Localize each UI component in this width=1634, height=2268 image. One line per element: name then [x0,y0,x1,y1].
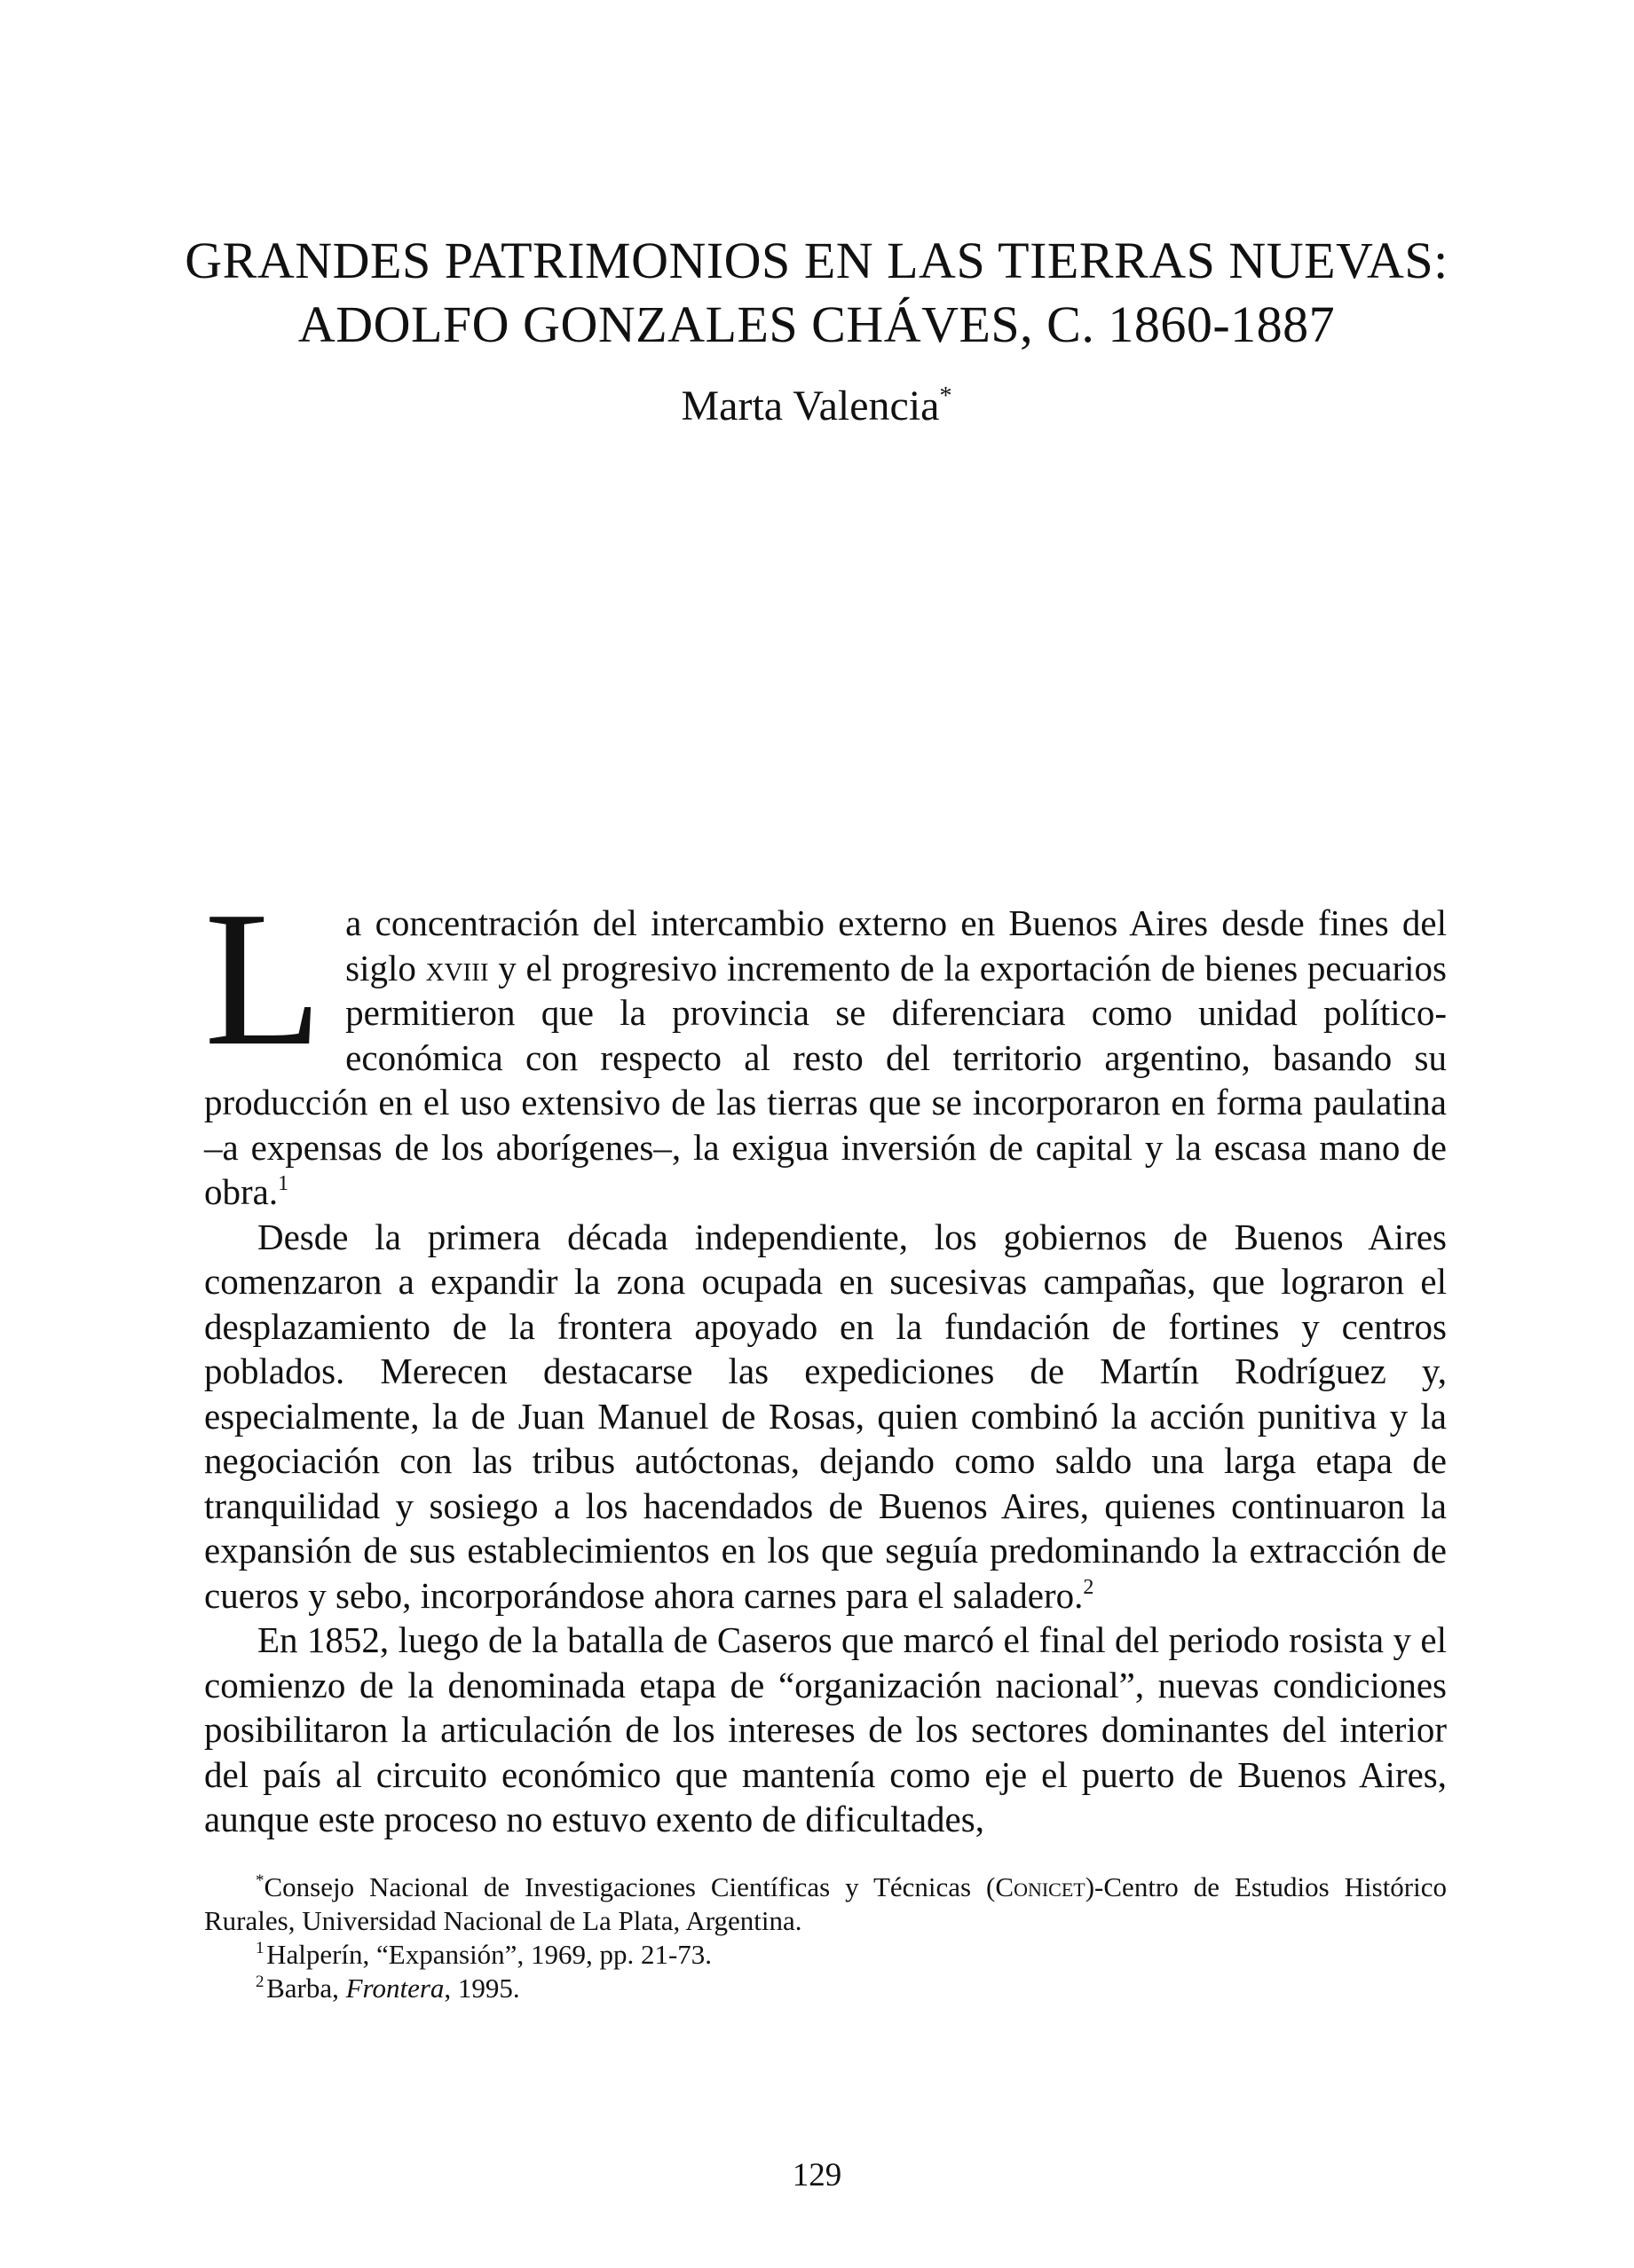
footnote-author [204,1870,1447,1938]
paragraph-1 [204,872,1447,1215]
paragraph-1-text-b: y el progresivo incremento de la exportación de bienes pecuarios permitieron que la provincia se diferenciara como unidad político-económica con respecto al resto del territorio argentino, basando su producción en el uso extensivo de las tierras que se incorporaron en forma paulatina –a expensas de los aborígenes–, la exigua inversión de capital y la escasa mano de obra. [204,947,1447,1212]
footnote-2-text-a: Barba, [266,1973,346,2004]
author-footnote-mark: * [939,382,952,410]
paragraph-3-text: En 1852, luego de la batalla de Caseros que marcó el final del periodo rosista y el comienzo de la denominada etapa de “organización nacional”, nuevas condiciones posibilitaron la articulación de los intereses de los sectores dominantes del interior del país al circuito económico que mantenía como eje el puerto de Buenos Aires, aunque este proceso no estuvo exento de dificultades, [204,1619,1447,1839]
paragraph-1-text-a: a concentración del intercambio externo en Buenos Aires desde fines del siglo [345,902,1447,988]
footnote-2-mark: 2 [256,1973,264,1991]
footnote-1 [204,1938,1447,1972]
footnote-1-mark: 1 [256,1939,264,1957]
footnote-author-text-b: )-Centro de Estudios Histórico Rurales, Universidad Nacional de La Plata, Argentina. [204,1871,1447,1936]
footnote-2-italic-title: Frontera [345,1973,445,2004]
footnote-author-mark: * [256,1871,264,1890]
author-name-text: Marta Valencia [681,382,940,429]
footnote-1-text: Halperín, “Expansión”, 1969, pp. 21-73. [266,1939,713,1970]
century-roman-numeral: xviii [425,947,489,988]
article-title [160,229,1473,357]
author-name [160,380,1473,433]
drop-cap: L [204,872,323,1086]
footnote-author-text-a: Consejo Nacional de Investigaciones Científicas y Técnicas ( [264,1871,996,1902]
article-title-line-1: GRANDES PATRIMONIOS EN LAS TIERRAS NUEVAS: [185,232,1448,289]
body-text [204,872,1447,1842]
footnotes [204,1870,1447,2005]
footnote-2 [204,1972,1447,2005]
footnote-ref-1: 1 [278,1172,289,1195]
footnote-author-acronym: Conicet [995,1871,1085,1902]
paragraph-2-text: Desde la primera década independiente, los gobiernos de Buenos Aires comenzaron a expandir la zona ocupada en sucesivas campañas, que lograron el desplazamiento de la frontera apoyado en la fundación de fortines y centros poblados. Merecen destacarse las expediciones de Martín Rodríguez y, especialmente, la de Juan Manuel de Rosas, quien combinó la acción punitiva y la negociación con las tribus autóctonas, dejando como saldo una larga etapa de tranquilidad y sosiego a los hacendados de Buenos Aires, quienes continuaron la expansión de sus establecimientos en los que seguía predominando la extracción de cueros y sebo, incorporándose ahora carnes para el saladero. [204,1216,1447,1616]
paragraph-3 [204,1618,1447,1842]
footnote-ref-2: 2 [1083,1575,1094,1599]
article-title-line-2: ADOLFO GONZALES CHÁVES, C. 1860-1887 [297,295,1336,353]
page-number: 129 [792,2157,842,2193]
footnote-2-text-b: , 1995. [444,1973,520,2004]
paragraph-2 [204,1215,1447,1618]
